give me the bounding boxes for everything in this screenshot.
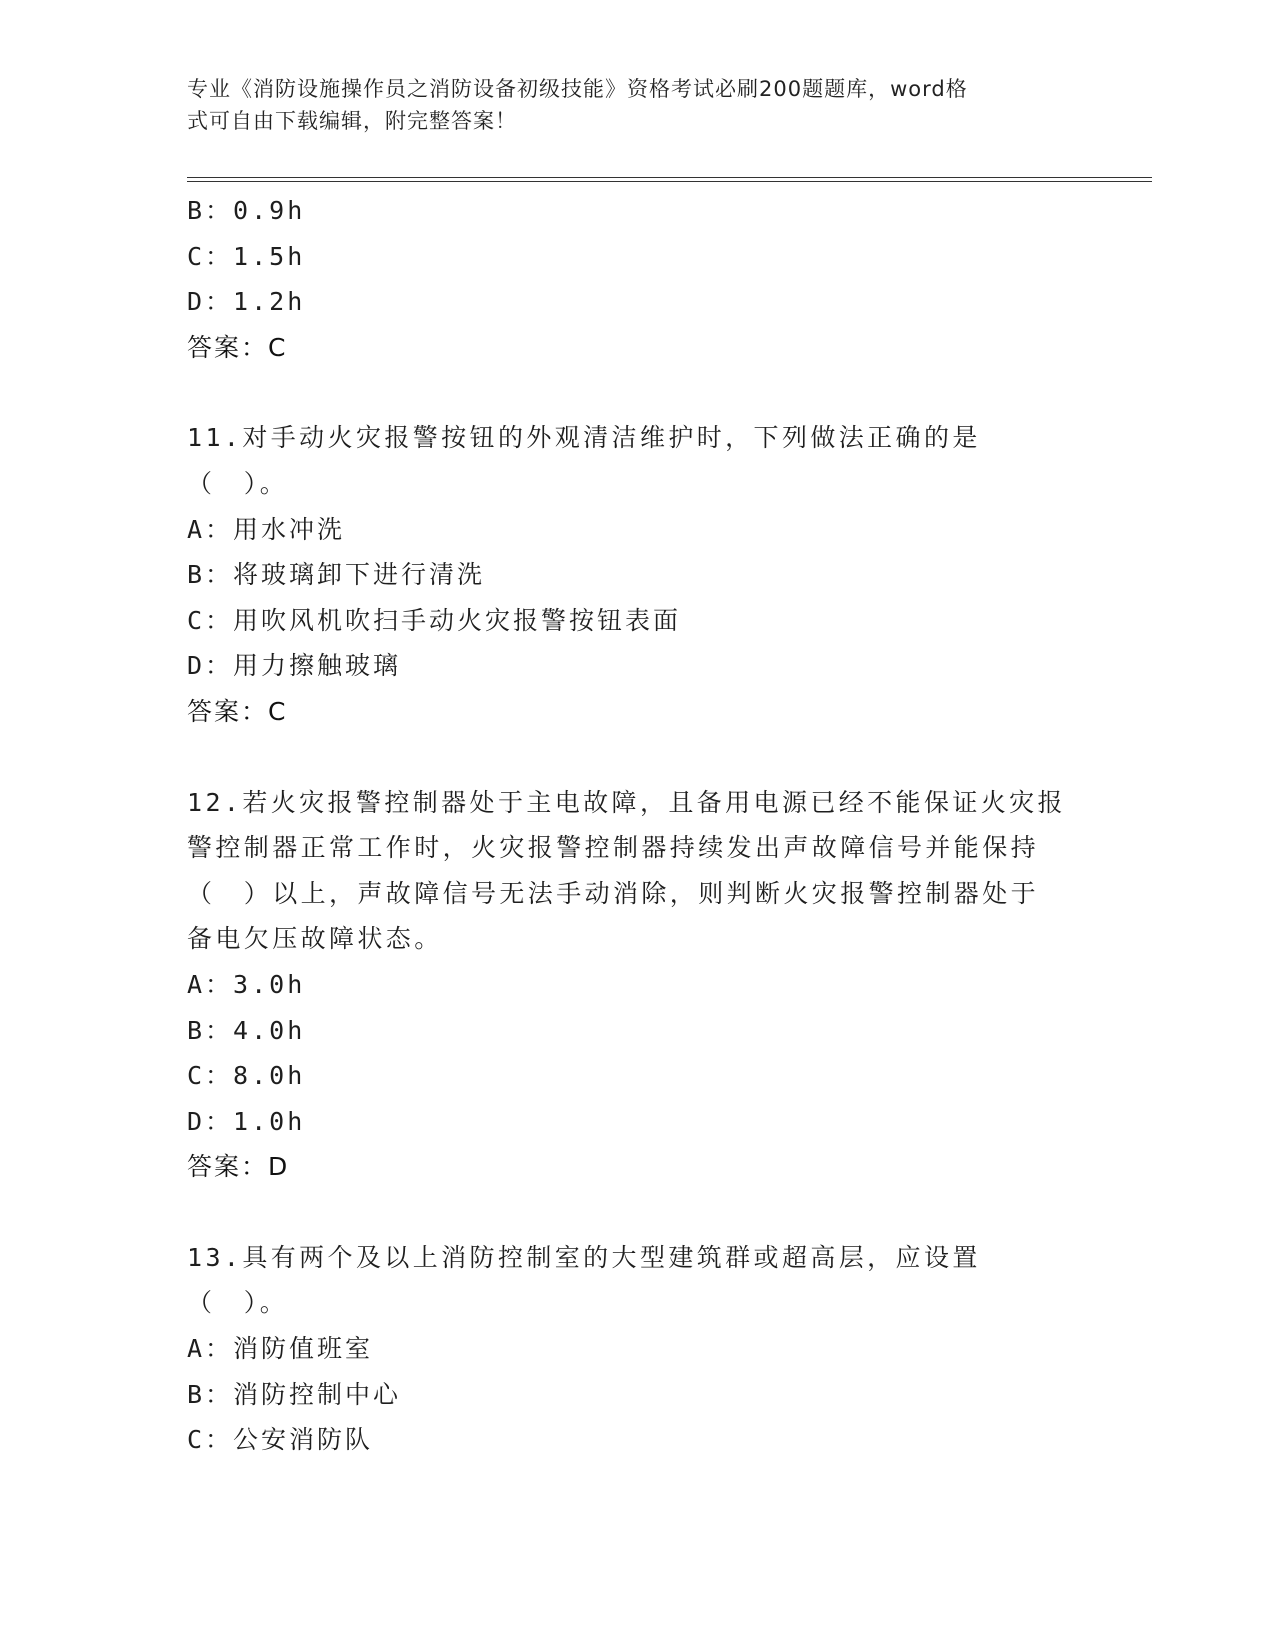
- option-c: C：用吹风机吹扫手动火灾报警按钮表面: [187, 605, 682, 635]
- option-a: A：3.0h: [187, 969, 306, 999]
- answer-label: 答案：C: [187, 332, 288, 362]
- option-b: B：将玻璃卸下进行清洗: [187, 560, 486, 590]
- option-d: D：1.0h: [187, 1106, 306, 1136]
- header-divider-bottom: [187, 181, 1152, 182]
- question-block-10: [187, 188, 1087, 370]
- option-a: A：用水冲洗: [187, 514, 346, 544]
- spacer: [187, 735, 1087, 780]
- option-d: D：1.2h: [187, 287, 306, 317]
- option-b: B：4.0h: [187, 1015, 306, 1045]
- option-b: B：消防控制中心: [187, 1379, 402, 1409]
- option-d: D：用力擦触玻璃: [187, 651, 402, 681]
- answer-label: 答案：C: [187, 696, 288, 726]
- question-text: 12.若火灾报警控制器处于主电故障，且备用电源已经不能保证火灾报警控制器正常工作时，火灾报警控制器持续发出声故障信号并能保持（ ）以上，声故障信号无法手动消除，则判断火灾报警控制器处于备电欠压故障状态。: [187, 787, 1066, 954]
- option-a: A：消防值班室: [187, 1334, 374, 1364]
- document-header: [187, 73, 1067, 137]
- question-block-12: [187, 780, 1087, 1190]
- option-c: C：公安消防队: [187, 1425, 374, 1455]
- option-b: B：0.9h: [187, 196, 306, 225]
- spacer: [187, 370, 1087, 415]
- question-list: [187, 188, 1087, 1463]
- question-block-13: [187, 1235, 1087, 1463]
- spacer: [187, 1190, 1087, 1235]
- option-c: C：8.0h: [187, 1061, 306, 1091]
- option-c: C：1.5h: [187, 241, 306, 271]
- header-divider-top: [187, 177, 1152, 178]
- question-text: 11.对手动火灾报警按钮的外观清洁维护时，下列做法正确的是（ ）。: [187, 423, 981, 498]
- header-line-1: 专业《消防设施操作员之消防设备初级技能》资格考试必刷200题题库，word格: [187, 77, 968, 101]
- question-block-11: [187, 415, 1087, 734]
- header-line-2: 式可自由下载编辑，附完整答案！: [187, 109, 517, 133]
- answer-label: 答案：D: [187, 1152, 290, 1182]
- question-text: 13.具有两个及以上消防控制室的大型建筑群或超高层，应设置（ ）。: [187, 1242, 981, 1318]
